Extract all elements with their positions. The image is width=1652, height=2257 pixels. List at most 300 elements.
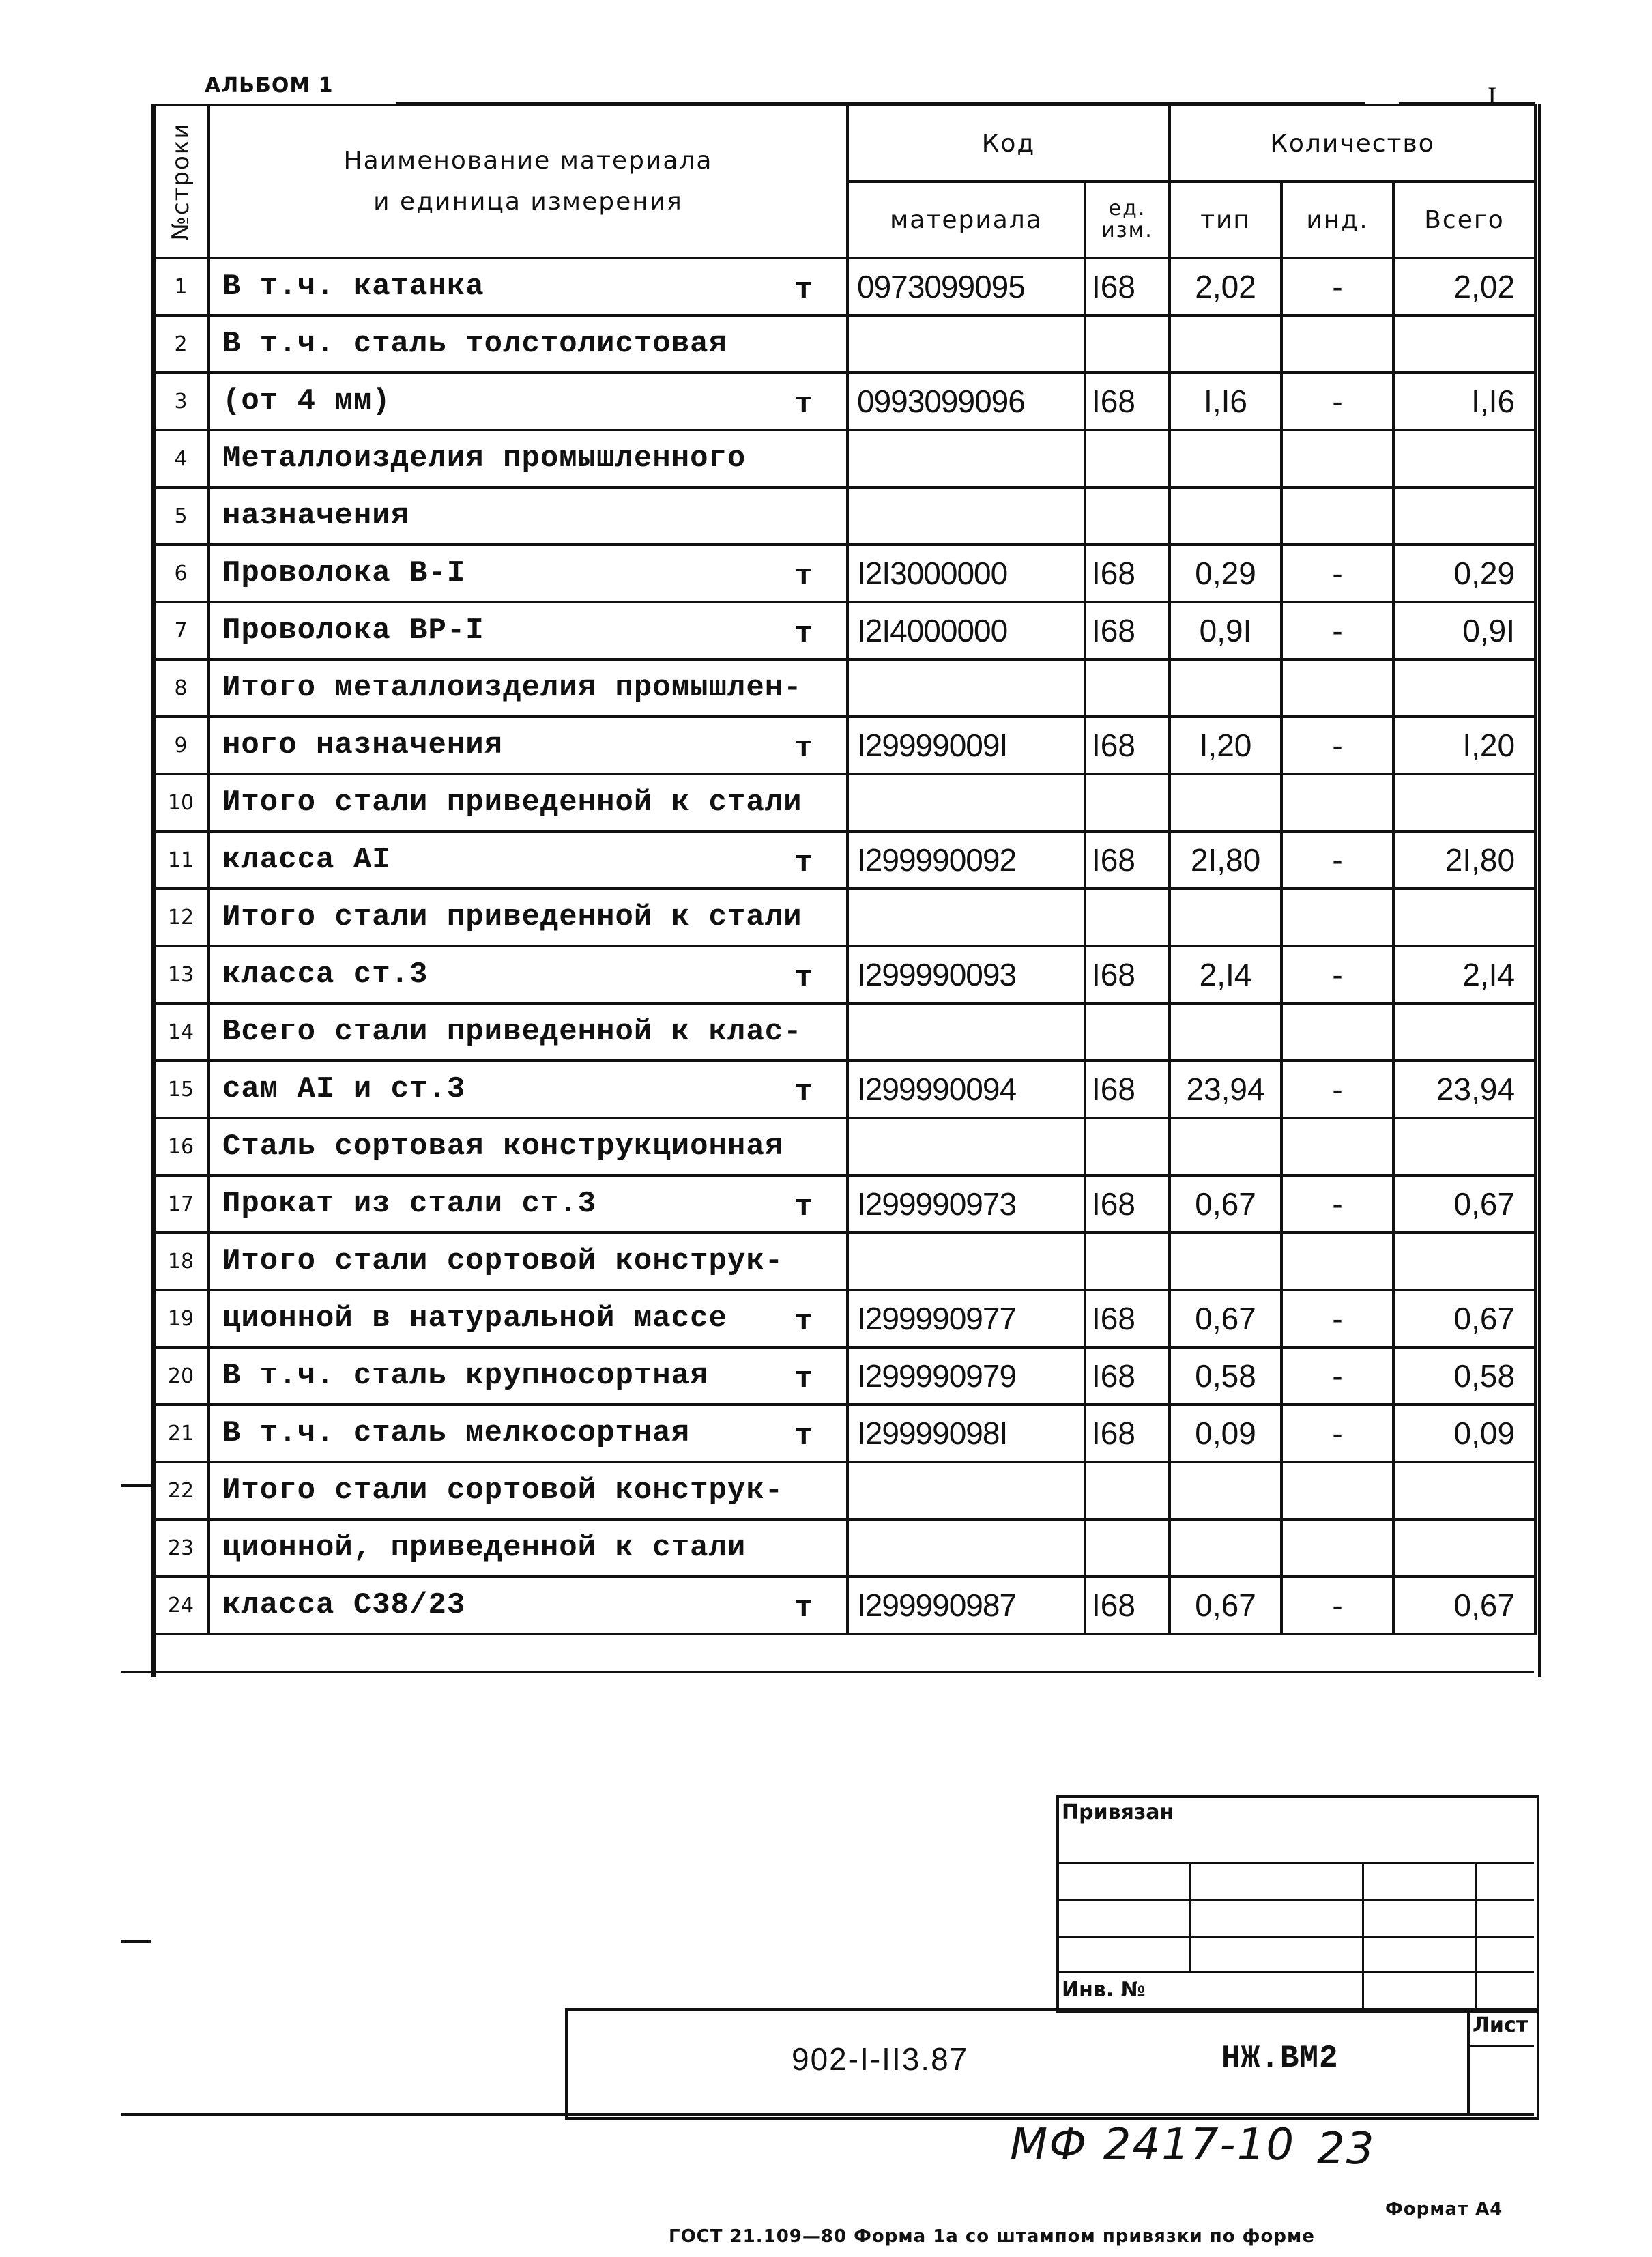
table-row: [153, 1003, 1535, 1061]
qty-ind-cell: [1281, 1175, 1393, 1233]
qty-ind-cell-text: -: [1332, 556, 1343, 591]
unit-code-cell: [1085, 315, 1170, 373]
unit-code-cell: [1085, 487, 1170, 545]
unit-label: т: [794, 1592, 813, 1626]
material-name-cell-text: класса АI: [222, 843, 391, 877]
qty-total-cell: [1393, 487, 1535, 545]
material-code-cell: [847, 430, 1085, 487]
title-block: [565, 2008, 1539, 2120]
qty-ind-cell: [1281, 545, 1393, 602]
table-row: [153, 315, 1535, 373]
material-name-cell-text: сам АI и ст.3: [222, 1072, 466, 1106]
row-number-cell-text: 6: [174, 561, 188, 586]
qty-type-cell-text: 23,94: [1186, 1072, 1265, 1107]
table-row: [153, 1519, 1535, 1577]
row-number-cell: [153, 946, 209, 1003]
qty-total-cell: [1393, 545, 1535, 602]
stamp-line: [1056, 1899, 1534, 1901]
material-name-cell: [209, 373, 847, 430]
materials-table: [151, 104, 1537, 1635]
qty-type-cell: [1170, 373, 1281, 430]
unit-label: т: [794, 1076, 813, 1110]
corner-mark: I: [1488, 81, 1497, 112]
qty-total-cell: [1393, 659, 1535, 717]
qty-total-cell: [1393, 1290, 1535, 1347]
material-name-cell-text: Итого стали приведенной к стали: [222, 900, 802, 934]
handwritten-reference: МФ 2417-10: [1010, 2120, 1296, 2170]
row-number-cell: [153, 1462, 209, 1519]
qty-type-cell-text: I,20: [1199, 728, 1252, 763]
qty-type-cell: [1170, 1175, 1281, 1233]
material-name-cell-text: Прокат из стали ст.3: [222, 1187, 597, 1221]
material-code-cell: [847, 1405, 1085, 1462]
unit-code-cell-text: I68: [1092, 1186, 1135, 1222]
unit-code-cell: [1085, 1347, 1170, 1405]
document-number: 902-I-II3.87: [792, 2041, 969, 2077]
qty-type-cell: [1170, 1233, 1281, 1290]
qty-ind-cell-text: -: [1332, 1186, 1343, 1222]
qty-ind-cell: [1281, 1003, 1393, 1061]
qty-ind-cell-text: -: [1332, 957, 1343, 992]
qty-ind-cell-text: -: [1332, 1587, 1343, 1623]
unit-code-cell: [1085, 1118, 1170, 1175]
material-code-cell: [847, 258, 1085, 315]
material-code-cell: [847, 1061, 1085, 1118]
qty-type-cell: [1170, 1405, 1281, 1462]
header-quantity-group: Количество: [1170, 105, 1535, 182]
qty-type-cell: [1170, 717, 1281, 774]
qty-type-cell: [1170, 258, 1281, 315]
qty-type-cell: [1170, 1061, 1281, 1118]
qty-type-cell-text: 0,67: [1195, 1186, 1256, 1222]
document-code: НЖ.ВМ2: [1221, 2041, 1339, 2076]
material-name-cell: [209, 430, 847, 487]
material-name-cell: [209, 774, 847, 831]
sheet-label: Лист: [1473, 2013, 1528, 2037]
unit-code-cell: [1085, 1290, 1170, 1347]
qty-type-cell-text: 0,67: [1195, 1587, 1256, 1623]
row-number-cell: [153, 1175, 209, 1233]
unit-code-cell: [1085, 545, 1170, 602]
table-row: [153, 430, 1535, 487]
qty-type-cell: [1170, 889, 1281, 946]
material-code-cell: [847, 1290, 1085, 1347]
stamp-divider: [1362, 1862, 1364, 2008]
qty-total-cell: [1393, 1233, 1535, 1290]
qty-type-cell: [1170, 1347, 1281, 1405]
unit-code-cell: [1085, 659, 1170, 717]
format-label: Формат А4: [1385, 2199, 1503, 2219]
row-number-cell: [153, 1519, 209, 1577]
material-code-cell: [847, 774, 1085, 831]
qty-type-cell-text: 0,09: [1195, 1415, 1256, 1451]
table-row: [153, 545, 1535, 602]
qty-type-cell: [1170, 1118, 1281, 1175]
qty-total-cell: [1393, 373, 1535, 430]
stamp-divider: [1475, 1862, 1477, 2008]
row-number-cell: [153, 373, 209, 430]
qty-ind-cell-text: -: [1332, 384, 1343, 419]
row-number-cell: [153, 315, 209, 373]
qty-total-cell: [1393, 1003, 1535, 1061]
qty-total-cell-text: 2,I4: [1462, 957, 1516, 992]
qty-total-cell: [1393, 602, 1535, 659]
material-name-cell: [209, 1233, 847, 1290]
qty-total-cell: [1393, 1347, 1535, 1405]
unit-label: т: [794, 388, 813, 422]
unit-code-cell: [1085, 774, 1170, 831]
table-row: [153, 831, 1535, 889]
qty-total-cell: [1393, 946, 1535, 1003]
unit-code-cell: [1085, 1519, 1170, 1577]
qty-total-cell: [1393, 1405, 1535, 1462]
table-row: [153, 1405, 1535, 1462]
qty-total-cell-text: I,I6: [1471, 384, 1516, 419]
qty-ind-cell-text: -: [1332, 842, 1343, 878]
material-name-cell: [209, 1290, 847, 1347]
qty-type-cell-text: 2,02: [1195, 269, 1256, 304]
row-number-cell: [153, 1061, 209, 1118]
qty-type-cell: [1170, 1519, 1281, 1577]
row-number-cell: [153, 889, 209, 946]
table-row: [153, 717, 1535, 774]
row-number-cell-text: 24: [167, 1593, 194, 1618]
unit-code-cell: [1085, 258, 1170, 315]
material-name-cell: [209, 1577, 847, 1634]
row-number-cell-text: 23: [167, 1536, 194, 1560]
material-code-cell-text: I299990987: [857, 1587, 1017, 1623]
qty-type-cell: [1170, 946, 1281, 1003]
material-name-cell: [209, 545, 847, 602]
material-name-cell: [209, 1003, 847, 1061]
table-row: [153, 1462, 1535, 1519]
qty-ind-cell: [1281, 1347, 1393, 1405]
stamp-line: [1056, 1936, 1534, 1938]
material-name-cell-text: ного назначения: [222, 728, 504, 762]
unit-code-cell-text: I68: [1092, 1358, 1135, 1394]
material-name-cell: [209, 889, 847, 946]
qty-type-cell: [1170, 1577, 1281, 1634]
unit-label: т: [794, 617, 813, 651]
row-number-cell: [153, 1290, 209, 1347]
header-code-group: Код: [847, 105, 1170, 182]
material-name-cell: [209, 659, 847, 717]
qty-ind-cell: [1281, 946, 1393, 1003]
material-code-cell: [847, 315, 1085, 373]
row-number-cell-text: 14: [167, 1020, 194, 1044]
row-number-cell-text: 20: [167, 1364, 194, 1388]
qty-ind-cell-text: -: [1332, 1072, 1343, 1107]
stamp-line: [1056, 1971, 1534, 1973]
material-name-cell: [209, 1462, 847, 1519]
unit-code-cell-text: I68: [1092, 1301, 1135, 1336]
qty-total-cell-text: 23,94: [1436, 1072, 1516, 1107]
qty-ind-cell: [1281, 889, 1393, 946]
qty-total-cell-text: 0,09: [1453, 1415, 1516, 1451]
material-code-cell-text: I29999098I: [857, 1415, 1008, 1451]
material-name-cell-text: В т.ч. сталь крупносортная: [222, 1359, 709, 1393]
qty-type-cell: [1170, 487, 1281, 545]
row-number-cell: [153, 487, 209, 545]
table-row: [153, 1347, 1535, 1405]
material-code-cell: [847, 1577, 1085, 1634]
header-code-unit: ед. изм.: [1085, 182, 1170, 258]
qty-total-cell: [1393, 1118, 1535, 1175]
material-name-cell: [209, 946, 847, 1003]
unit-code-cell: [1085, 1175, 1170, 1233]
qty-total-cell-text: I,20: [1462, 728, 1516, 763]
qty-total-cell: [1393, 1462, 1535, 1519]
table-row: [153, 946, 1535, 1003]
qty-total-cell-text: 0,9I: [1462, 613, 1516, 648]
qty-total-cell-text: 0,58: [1453, 1358, 1516, 1394]
unit-code-cell: [1085, 1003, 1170, 1061]
material-name-cell-text: Итого металлоизделия промышлен-: [222, 671, 802, 705]
material-code-cell: [847, 946, 1085, 1003]
qty-total-cell: [1393, 1061, 1535, 1118]
material-name-cell-text: Проволока ВР-I: [222, 614, 484, 648]
qty-total-cell-text: 0,67: [1453, 1587, 1516, 1623]
handwritten-page-number: 23: [1317, 2124, 1376, 2174]
unit-label: т: [794, 961, 813, 995]
qty-ind-cell-text: -: [1332, 269, 1343, 304]
material-name-cell-text: класса С38/23: [222, 1588, 466, 1622]
qty-ind-cell-text: -: [1332, 728, 1343, 763]
table-body: [153, 258, 1535, 1634]
qty-total-cell: [1393, 831, 1535, 889]
qty-type-cell: [1170, 315, 1281, 373]
table-row: [153, 1175, 1535, 1233]
row-number-cell: [153, 430, 209, 487]
material-code-cell-text: I299990979: [857, 1358, 1017, 1394]
qty-ind-cell: [1281, 1118, 1393, 1175]
unit-label: т: [794, 1305, 813, 1339]
stamp-line: [1056, 1862, 1534, 1864]
edge-tick: [121, 1940, 151, 1943]
row-number-cell-text: 19: [167, 1306, 194, 1331]
material-code-cell: [847, 373, 1085, 430]
material-name-cell: [209, 258, 847, 315]
table-row: [153, 889, 1535, 946]
unit-code-cell-text: I68: [1092, 957, 1135, 992]
unit-code-cell: [1085, 1462, 1170, 1519]
material-name-cell: [209, 1118, 847, 1175]
material-name-cell-text: класса ст.3: [222, 958, 429, 992]
material-code-cell: [847, 1462, 1085, 1519]
unit-code-cell: [1085, 1061, 1170, 1118]
row-number-cell-text: 11: [167, 848, 194, 872]
material-name-cell-text: Всего стали приведенной к клас-: [222, 1015, 802, 1049]
material-name-cell-text: Металлоизделия промышленного: [222, 442, 747, 476]
material-name-cell: [209, 315, 847, 373]
unit-code-cell: [1085, 430, 1170, 487]
qty-total-cell: [1393, 430, 1535, 487]
edge-tick: [121, 1484, 151, 1487]
row-number-cell: [153, 1577, 209, 1634]
qty-type-cell: [1170, 602, 1281, 659]
qty-type-cell-text: 0,29: [1195, 556, 1256, 591]
qty-total-cell-text: 0,67: [1453, 1301, 1516, 1336]
material-name-cell: [209, 1061, 847, 1118]
row-number-cell-text: 17: [167, 1192, 194, 1216]
material-code-cell: [847, 1233, 1085, 1290]
qty-total-cell: [1393, 717, 1535, 774]
material-name-cell: [209, 602, 847, 659]
row-number-cell: [153, 1118, 209, 1175]
material-code-cell-text: I299990094: [857, 1072, 1017, 1107]
row-number-cell-text: 2: [174, 332, 188, 356]
page-bottom-line: [121, 2113, 1534, 2116]
table-row: [153, 659, 1535, 717]
material-code-cell: [847, 1118, 1085, 1175]
header-name-line2: и единица измерения: [373, 188, 683, 216]
qty-total-cell-text: 0,67: [1453, 1186, 1516, 1222]
row-number-cell-text: 3: [174, 389, 188, 414]
table-row: [153, 1233, 1535, 1290]
unit-code-cell: [1085, 1577, 1170, 1634]
row-number-cell: [153, 717, 209, 774]
unit-code-cell: [1085, 946, 1170, 1003]
inventory-number-label: Инв. №: [1062, 1978, 1146, 2002]
qty-total-cell-text: 2I,80: [1445, 842, 1516, 878]
unit-code-cell: [1085, 831, 1170, 889]
material-code-cell-text: 0993099096: [857, 384, 1025, 419]
qty-ind-cell: [1281, 1233, 1393, 1290]
material-name-cell: [209, 487, 847, 545]
row-number-cell: [153, 1233, 209, 1290]
material-name-cell: [209, 1175, 847, 1233]
table-row: [153, 602, 1535, 659]
qty-ind-cell: [1281, 373, 1393, 430]
row-number-cell-text: 9: [174, 733, 188, 758]
unit-code-cell-text: I68: [1092, 613, 1135, 648]
qty-ind-cell: [1281, 1519, 1393, 1577]
material-code-cell: [847, 659, 1085, 717]
material-code-cell: [847, 545, 1085, 602]
unit-code-cell: [1085, 1233, 1170, 1290]
material-code-cell-text: I299990092: [857, 842, 1017, 878]
qty-type-cell: [1170, 430, 1281, 487]
table-row: [153, 1577, 1535, 1634]
unit-code-cell: [1085, 889, 1170, 946]
row-number-cell-text: 16: [167, 1134, 194, 1159]
row-number-cell: [153, 1405, 209, 1462]
qty-ind-cell-text: -: [1332, 1415, 1343, 1451]
material-name-cell-text: Сталь сортовая конструкционная: [222, 1130, 784, 1164]
row-number-cell: [153, 1003, 209, 1061]
qty-total-cell-text: 2,02: [1453, 269, 1516, 304]
title-block-divider: [1467, 2008, 1470, 2114]
material-name-cell-text: В т.ч. катанка: [222, 270, 484, 304]
material-code-cell: [847, 889, 1085, 946]
material-code-cell: [847, 1175, 1085, 1233]
row-number-cell-text: 4: [174, 446, 188, 471]
qty-total-cell: [1393, 1577, 1535, 1634]
qty-total-cell: [1393, 889, 1535, 946]
unit-code-cell-text: I68: [1092, 556, 1135, 591]
qty-type-cell-text: 2I,80: [1190, 842, 1261, 878]
row-number-cell-text: 12: [167, 905, 194, 930]
album-label: АЛЬБОМ 1: [205, 74, 334, 98]
material-name-cell: [209, 717, 847, 774]
unit-code-cell-text: I68: [1092, 728, 1135, 763]
material-name-cell-text: В т.ч. сталь мелкосортная: [222, 1416, 691, 1450]
material-code-cell: [847, 717, 1085, 774]
gost-footer: ГОСТ 21.109—80 Форма 1а со штампом привязки по форме: [669, 2226, 1315, 2247]
material-code-cell-text: I299990977: [857, 1301, 1017, 1336]
header-qty-ind: инд.: [1281, 182, 1393, 258]
qty-type-cell: [1170, 1462, 1281, 1519]
qty-type-cell-text: 0,9I: [1199, 613, 1252, 648]
material-code-cell-text: I2I3000000: [857, 556, 1008, 591]
material-code-cell: [847, 1003, 1085, 1061]
qty-type-cell-text: I,I6: [1204, 384, 1247, 419]
qty-type-cell: [1170, 1290, 1281, 1347]
material-name-cell-text: Итого стали сортовой конструк-: [222, 1473, 784, 1508]
unit-code-cell: [1085, 717, 1170, 774]
unit-label: т: [794, 273, 813, 307]
unit-label: т: [794, 1362, 813, 1396]
qty-ind-cell: [1281, 1290, 1393, 1347]
row-number-cell-text: 18: [167, 1249, 194, 1274]
row-number-cell: [153, 602, 209, 659]
qty-ind-cell: [1281, 487, 1393, 545]
qty-ind-cell: [1281, 1061, 1393, 1118]
unit-code-cell: [1085, 1405, 1170, 1462]
unit-code-cell-text: I68: [1092, 384, 1135, 419]
row-number-cell-text: 21: [167, 1421, 194, 1446]
qty-ind-cell: [1281, 1405, 1393, 1462]
material-name-cell-text: Итого стали приведенной к стали: [222, 786, 802, 820]
qty-type-cell-text: 0,58: [1195, 1358, 1256, 1394]
qty-ind-cell: [1281, 831, 1393, 889]
stamp-divider: [1189, 1862, 1191, 1971]
qty-ind-cell: [1281, 430, 1393, 487]
unit-code-cell-text: I68: [1092, 1072, 1135, 1107]
unit-label: т: [794, 732, 813, 766]
qty-total-cell: [1393, 258, 1535, 315]
unit-label: т: [794, 1190, 813, 1224]
material-name-cell-text: ционной, приведенной к стали: [222, 1531, 747, 1565]
qty-ind-cell: [1281, 258, 1393, 315]
title-block-line: [1467, 2045, 1534, 2047]
material-code-cell: [847, 602, 1085, 659]
table-row: [153, 1061, 1535, 1118]
qty-ind-cell: [1281, 1577, 1393, 1634]
binding-label: Привязан: [1062, 1800, 1174, 1824]
row-number-cell-text: 15: [167, 1077, 194, 1102]
material-name-cell-text: В т.ч. сталь толстолистовая: [222, 327, 727, 361]
material-code-cell: [847, 831, 1085, 889]
unit-code-cell: [1085, 373, 1170, 430]
qty-ind-cell: [1281, 1462, 1393, 1519]
table-row: [153, 1290, 1535, 1347]
qty-total-cell-text: 0,29: [1453, 556, 1516, 591]
material-name-cell-text: Проволока В-I: [222, 556, 466, 590]
table-row: [153, 373, 1535, 430]
material-code-cell: [847, 487, 1085, 545]
header-qty-type: тип: [1170, 182, 1281, 258]
material-name-cell: [209, 1405, 847, 1462]
qty-type-cell: [1170, 774, 1281, 831]
table-row: [153, 1118, 1535, 1175]
row-number-cell: [153, 774, 209, 831]
qty-type-cell: [1170, 831, 1281, 889]
unit-label: т: [794, 1420, 813, 1454]
row-number-cell-text: 22: [167, 1478, 194, 1503]
unit-label: т: [794, 846, 813, 880]
unit-code-cell-text: I68: [1092, 1587, 1135, 1623]
